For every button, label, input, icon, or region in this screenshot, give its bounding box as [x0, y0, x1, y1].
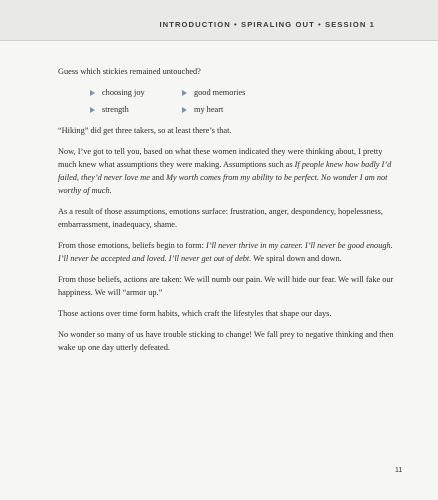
- assumption-quote-2: My worth comes from my ability to be perfect. No wonder I am not worthy of much.: [58, 173, 388, 195]
- beliefs-tail: We spiral down and down.: [251, 254, 342, 263]
- hiking-paragraph: “Hiking” did get three takers, so at least there’s that.: [58, 126, 232, 135]
- list-item-label: my heart: [194, 105, 224, 114]
- page-number: 11: [395, 467, 403, 474]
- assumptions-paragraph: [58, 145, 394, 197]
- list-item: [90, 86, 182, 99]
- emotions-paragraph: As a result of those assumptions, emotions surface: frustration, anger, despondency, hopelessness, embarrassment, inadequacy, shame.: [58, 207, 383, 229]
- question-paragraph: Guess which stickies remained untouched?: [58, 67, 201, 76]
- assumptions-conjunction: and: [149, 173, 167, 182]
- list-item: [182, 86, 302, 99]
- triangle-bullet-icon: [90, 107, 95, 113]
- beliefs-paragraph: [58, 239, 394, 265]
- actions-paragraph: From those beliefs, actions are taken: We will numb our pain. We will hide our fear. We will fake our happiness. We will “armor up.”: [58, 275, 394, 297]
- beliefs-quote: I’ll never thrive in my career. I’ll never be good enough. I’ll never be accepted and loved. I’ll never get out of debt.: [58, 241, 393, 263]
- list-item: [90, 103, 182, 116]
- list-item-label: good memories: [194, 88, 246, 97]
- triangle-bullet-icon: [182, 107, 187, 113]
- habits-paragraph: Those actions over time form habits, which craft the lifestyles that shape our days.: [58, 309, 332, 318]
- page-body: [58, 65, 394, 362]
- triangle-bullet-icon: [182, 90, 187, 96]
- running-head: INTRODUCTION • SPIRALING OUT • SESSION 1: [159, 20, 375, 29]
- beliefs-lead: From those emotions, beliefs begin to form:: [58, 241, 206, 250]
- list-item-label: choosing joy: [102, 88, 145, 97]
- assumptions-text: Now, I’ve got to tell you, based on what these women indicated they were thinking about, I pretty much knew what assumptions they were making. Assumptions such as: [58, 147, 383, 169]
- list-item-label: strength: [102, 105, 129, 114]
- assumption-quote-1: If people knew how badly I’d failed, they’d never love me: [58, 160, 392, 182]
- list-item: [182, 103, 302, 116]
- conclusion-paragraph: No wonder so many of us have trouble sticking to change! We fall prey to negative thinking and then wake up one day utterly defeated.: [58, 330, 394, 352]
- triangle-bullet-icon: [90, 90, 95, 96]
- sticky-list: [90, 86, 394, 116]
